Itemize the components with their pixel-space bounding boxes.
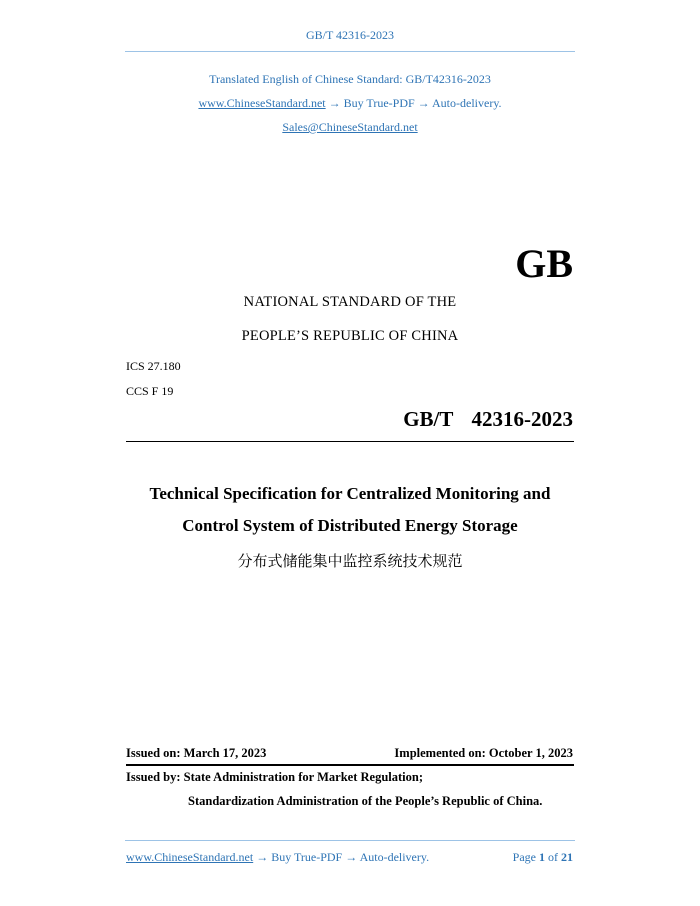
site-link[interactable]: www.ChineseStandard.net	[198, 96, 326, 110]
gb-mark: GB	[515, 241, 573, 286]
issued-by-continued: Standardization Administration of the People’s Republic of China.	[188, 794, 543, 808]
document-title-chinese: 分布式储能集中监控系统技术规范	[237, 552, 463, 570]
ics-code: ICS 27.180	[126, 359, 181, 373]
page-label: Page	[512, 850, 536, 864]
of-label: of	[548, 850, 558, 864]
issued-by: Issued by: State Administration for Market Regulation;	[126, 770, 423, 784]
footer-divider	[125, 840, 575, 841]
page-indicator	[513, 850, 573, 865]
footer-site-link[interactable]: www.ChineseStandard.net	[126, 850, 254, 864]
footer-buy-line	[126, 850, 429, 865]
promo-email-line	[0, 120, 700, 135]
promo-buy-text: → Buy True-PDF → Auto-delivery.	[325, 96, 502, 110]
ccs-code: CCS F 19	[126, 384, 174, 398]
promo-buy-line	[0, 96, 700, 111]
national-standard-line1: NATIONAL STANDARD OF THE	[243, 294, 457, 310]
standard-number-divider	[126, 441, 574, 442]
dates-divider	[126, 764, 574, 766]
page-total: 21	[561, 850, 573, 864]
header-divider	[125, 51, 575, 52]
document-title-line1: Technical Specification for Centralized Monitoring and	[149, 484, 551, 503]
issued-on-date: Issued on: March 17, 2023	[126, 746, 267, 760]
document-title-line2: Control System of Distributed Energy Storage	[182, 516, 518, 535]
national-standard-line2: PEOPLE’S REPUBLIC OF CHINA	[241, 328, 459, 344]
email-link[interactable]: Sales@ChineseStandard.net	[282, 120, 418, 134]
promo-line: Translated English of Chinese Standard: GB/T42316-2023	[209, 72, 491, 86]
header-title: GB/T 42316-2023	[305, 28, 395, 42]
standard-number: GB/T 42316-2023	[403, 407, 573, 431]
footer-buy-text: → Buy True-PDF → Auto-delivery.	[253, 850, 430, 864]
page-current: 1	[539, 850, 545, 864]
implemented-on-date: Implemented on: October 1, 2023	[394, 746, 573, 760]
